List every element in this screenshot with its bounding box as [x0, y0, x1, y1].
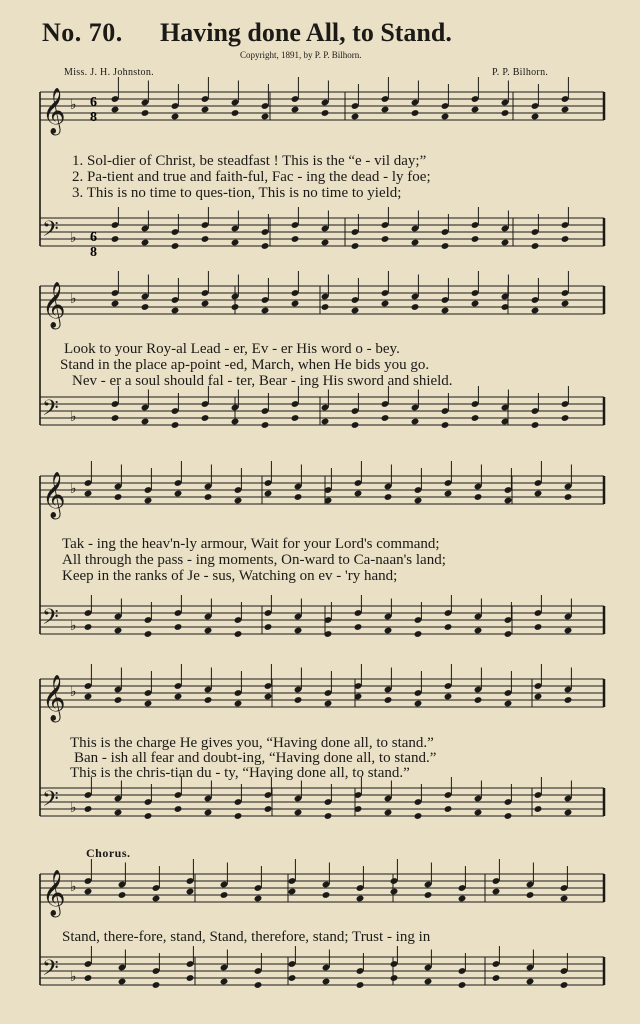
note-head — [444, 490, 453, 498]
note-head — [141, 109, 150, 117]
copyright-notice: Copyright, 1891, by P. P. Bilhorn. — [240, 50, 362, 60]
treble-clef-icon: 𝄞 — [42, 870, 66, 916]
bass-note-head — [288, 974, 297, 982]
note-head — [356, 895, 365, 903]
bass-clef-icon: 𝄢 — [42, 605, 59, 635]
note-head — [144, 700, 153, 708]
note-head — [322, 891, 331, 899]
bass-note-head — [204, 627, 213, 635]
note-head — [84, 888, 93, 896]
flat-key-signature-icon: ♭ — [70, 879, 77, 895]
bass-note-head — [264, 805, 273, 813]
note-head — [381, 106, 390, 114]
bass-flat-key-signature-icon: ♭ — [70, 409, 77, 425]
bass-clef-icon: 𝄢 — [42, 787, 59, 817]
bass-note-head — [261, 421, 270, 429]
bass-clef-icon: 𝄢 — [42, 396, 59, 426]
bass-note-head — [324, 812, 333, 820]
bass-note-head — [321, 239, 330, 247]
flat-key-signature-icon: ♭ — [70, 97, 77, 113]
hymn-page: No. 70. Having done All, to Stand. Copyright, 1891, by P. P. Bilhorn. Miss. J. H. Johnston. P. P. Bilhorn. 𝄞 𝄢 ♭ ♭ 𝄞 𝄢 ♭ ♭ 𝄞 𝄢 ♭ ♭ 𝄞 𝄢 ♭ ♭ 𝄞 𝄢 ♭ ♭ 6 8 6 8 1. Sol-dier of Christ, be steadfast ! This is the “e - vil day;” 2. Pa-tient and true and faith-ful, Fac - ing the dead - ly foe; 3. This is no time to ques-tion, This is no time to yield; Look to your Roy-al Lead - er, Ev - er His word o - bey. Stand in the place ap-point -ed, March, when He bids you go. Nev - er a soul should fal - ter, Bear - ing His sword and shield. Tak - ing the heav'n-ly armour, Wait for your Lord's command; All through the pass - ing moments, On-ward to Ca-naan's land; Keep in the ranks of Je - sus, Watching on ev - 'ry hand; This is the charge He gives you, “Having done all, to stand.” Ban - ish all fear and doubt-ing, “Having done all, to stand.” This is the chris-tian du - ty, “Having done all, to stand.” Chorus. Stand, there-fore, stand, Stand, therefore, stand; Trust - ing in — [0, 0, 640, 1024]
note-head — [264, 693, 273, 701]
note-head — [141, 303, 150, 311]
note-head — [186, 888, 195, 896]
treble-clef-icon: 𝄞 — [42, 88, 66, 134]
note-head — [231, 109, 240, 117]
bass-note-head — [444, 623, 453, 631]
bass-note-head — [381, 414, 390, 422]
note-head — [291, 106, 300, 114]
bass-note-head — [504, 630, 513, 638]
note-head — [201, 300, 210, 308]
bass-note-head — [118, 978, 127, 986]
bass-note-head — [141, 239, 150, 247]
bass-note-head — [534, 805, 543, 813]
note-head — [174, 490, 183, 498]
bass-note-head — [564, 809, 573, 817]
bass-flat-key-signature-icon: ♭ — [70, 230, 77, 246]
time-signature-top: 6 — [90, 95, 97, 110]
bass-note-head — [254, 981, 263, 989]
note-head — [504, 497, 513, 505]
note-head — [234, 700, 243, 708]
bass-note-head — [356, 981, 365, 989]
bass-note-head — [291, 414, 300, 422]
bass-note-head — [414, 812, 423, 820]
bass-note-head — [111, 414, 120, 422]
note-head — [288, 888, 297, 896]
bass-flat-key-signature-icon: ♭ — [70, 969, 77, 985]
treble-clef-icon: 𝄞 — [42, 282, 66, 328]
note-head — [501, 109, 510, 117]
bass-note-head — [114, 809, 123, 817]
bass-note-head — [294, 809, 303, 817]
composer-credit: P. P. Bilhorn. — [492, 67, 549, 78]
bass-note-head — [141, 418, 150, 426]
note-head — [111, 106, 120, 114]
note-head — [561, 106, 570, 114]
bass-note-head — [492, 974, 501, 982]
note-head — [231, 303, 240, 311]
bass-note-head — [561, 414, 570, 422]
note-head — [414, 700, 423, 708]
treble-clef-icon: 𝄞 — [42, 675, 66, 721]
note-head — [564, 696, 573, 704]
bass-note-head — [444, 805, 453, 813]
bass-note-head — [322, 978, 331, 986]
note-head — [261, 113, 270, 121]
bass-note-head — [351, 421, 360, 429]
bass-note-head — [441, 421, 450, 429]
note-head — [411, 303, 420, 311]
bass-note-head — [531, 242, 540, 250]
bass-note-head — [152, 981, 161, 989]
bass-note-head — [471, 235, 480, 243]
note-head — [114, 493, 123, 501]
bass-note-head — [220, 978, 229, 986]
bass-note-head — [474, 627, 483, 635]
note-head — [201, 106, 210, 114]
bass-note-head — [531, 421, 540, 429]
bass-note-head — [441, 242, 450, 250]
note-head — [111, 300, 120, 308]
bass-note-head — [351, 242, 360, 250]
note-head — [564, 493, 573, 501]
bass-note-head — [471, 414, 480, 422]
bass-note-head — [384, 809, 393, 817]
bass-note-head — [84, 805, 93, 813]
bass-note-head — [144, 630, 153, 638]
note-head — [534, 693, 543, 701]
bass-note-head — [201, 235, 210, 243]
note-head — [444, 693, 453, 701]
bass-note-head — [291, 235, 300, 243]
note-head — [471, 300, 480, 308]
bass-note-head — [560, 981, 569, 989]
note-head — [294, 696, 303, 704]
note-head — [204, 493, 213, 501]
note-head — [504, 700, 513, 708]
bass-note-head — [231, 239, 240, 247]
note-head — [152, 895, 161, 903]
bass-note-head — [204, 809, 213, 817]
bass-note-head — [384, 627, 393, 635]
note-head — [114, 696, 123, 704]
note-head — [441, 113, 450, 121]
bass-note-head — [144, 812, 153, 820]
note-head — [474, 696, 483, 704]
bass-flat-key-signature-icon: ♭ — [70, 618, 77, 634]
bass-time-signature-bottom: 8 — [90, 245, 97, 260]
bass-note-head — [201, 414, 210, 422]
bass-note-head — [474, 809, 483, 817]
bass-note-head — [186, 974, 195, 982]
bass-clef-icon: 𝄢 — [42, 956, 59, 986]
bass-note-head — [390, 974, 399, 982]
note-head — [471, 106, 480, 114]
flat-key-signature-icon: ♭ — [70, 481, 77, 497]
note-head — [171, 307, 180, 315]
bass-note-head — [234, 630, 243, 638]
note-head — [441, 307, 450, 315]
bass-note-head — [424, 978, 433, 986]
bass-note-head — [504, 812, 513, 820]
hymn-number: No. 70. — [42, 18, 123, 47]
note-head — [220, 891, 229, 899]
note-head — [390, 888, 399, 896]
note-head — [458, 895, 467, 903]
hymn-title: Having done All, to Stand. — [160, 18, 452, 47]
note-head — [474, 493, 483, 501]
note-heads — [84, 77, 573, 989]
note-head — [321, 303, 330, 311]
note-head — [561, 300, 570, 308]
bass-note-head — [501, 239, 510, 247]
note-head — [424, 891, 433, 899]
note-head — [526, 891, 535, 899]
bass-note-head — [564, 627, 573, 635]
bass-note-head — [114, 627, 123, 635]
bass-note-head — [381, 235, 390, 243]
bass-note-head — [561, 235, 570, 243]
bass-clef-icon: 𝄢 — [42, 217, 59, 247]
lyricist-credit: Miss. J. H. Johnston. — [64, 67, 154, 78]
bass-note-head — [411, 418, 420, 426]
bass-note-head — [354, 623, 363, 631]
note-head — [294, 493, 303, 501]
note-head — [384, 493, 393, 501]
note-head — [531, 113, 540, 121]
bass-flat-key-signature-icon: ♭ — [70, 800, 77, 816]
note-head — [381, 300, 390, 308]
note-head — [411, 109, 420, 117]
note-head — [84, 693, 93, 701]
note-head — [531, 307, 540, 315]
chorus-label: Chorus. — [86, 846, 131, 860]
bass-note-head — [411, 239, 420, 247]
note-head — [174, 693, 183, 701]
note-head — [324, 700, 333, 708]
bass-note-head — [414, 630, 423, 638]
note-head — [534, 490, 543, 498]
flat-key-signature-icon: ♭ — [70, 684, 77, 700]
bass-note-head — [264, 623, 273, 631]
note-head — [261, 307, 270, 315]
bass-note-head — [321, 418, 330, 426]
bass-note-head — [294, 627, 303, 635]
bass-note-head — [526, 978, 535, 986]
note-head — [234, 497, 243, 505]
bass-note-head — [534, 623, 543, 631]
time-signature-bottom: 8 — [90, 110, 97, 125]
note-head — [254, 895, 263, 903]
bass-note-head — [234, 812, 243, 820]
bass-note-head — [84, 974, 93, 982]
note-head — [321, 109, 330, 117]
note-head — [354, 490, 363, 498]
bass-note-head — [111, 235, 120, 243]
bass-note-head — [84, 623, 93, 631]
note-head — [264, 490, 273, 498]
note-head — [84, 490, 93, 498]
note-head — [414, 497, 423, 505]
note-head — [171, 113, 180, 121]
flat-key-signature-icon: ♭ — [70, 291, 77, 307]
note-head — [492, 888, 501, 896]
bass-note-head — [174, 805, 183, 813]
note-head — [351, 113, 360, 121]
bass-time-signature-top: 6 — [90, 230, 97, 245]
note-head — [560, 895, 569, 903]
bass-note-head — [261, 242, 270, 250]
bass-note-head — [231, 418, 240, 426]
note-head — [291, 300, 300, 308]
bass-note-head — [458, 981, 467, 989]
note-head — [204, 696, 213, 704]
bass-note-head — [171, 421, 180, 429]
note-head — [144, 497, 153, 505]
note-head — [118, 891, 127, 899]
treble-clef-icon: 𝄞 — [42, 472, 66, 518]
note-head — [384, 696, 393, 704]
note-head — [351, 307, 360, 315]
bass-note-head — [174, 623, 183, 631]
bass-note-head — [171, 242, 180, 250]
